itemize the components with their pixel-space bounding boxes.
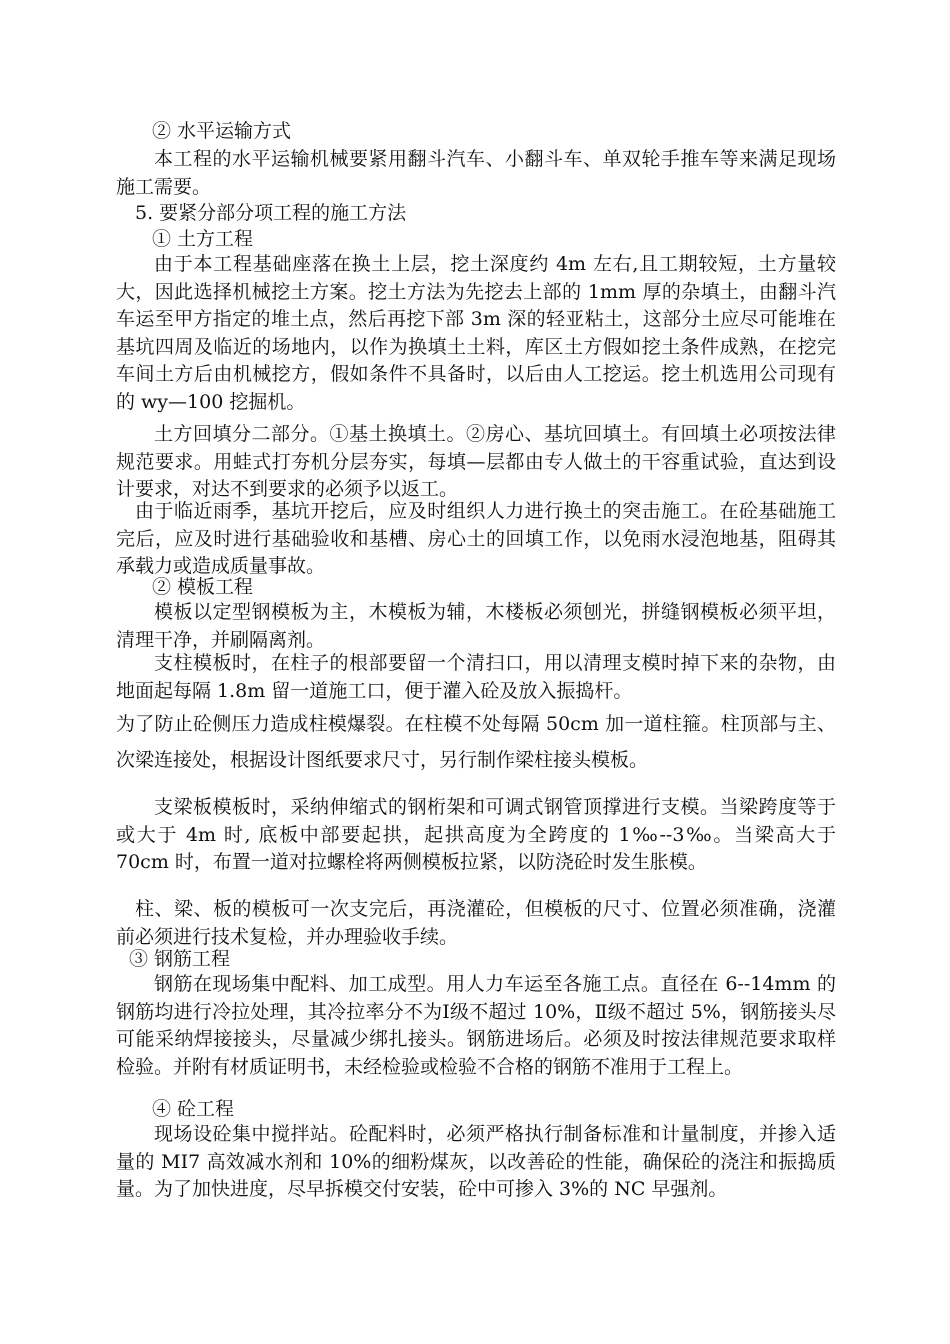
- paragraph-transport: 本工程的水平运输机械要紧用翻斗汽车、小翻斗车、单双轮手推车等来满足现场施工需要。: [116, 148, 836, 198]
- paragraph-beam-slab-formwork: 支梁板模板时，采纳伸缩式的钢桁架和可调式钢管顶撑进行支模。当梁跨度等于或大于 4m 时, 底板中部要起拱，起拱高度为全跨度的 1‰--3‰。当梁高大于 70cm 时，布置一道对拉螺栓将两侧模板拉紧，以防浇砼时发生胀模。: [116, 796, 836, 873]
- paragraph-column-hoops: 为了防止砼侧压力造成柱模爆裂。在柱模不处每隔 50cm 加一道柱箍。柱顶部与主、次梁连接处，根据设计图纸要求尺寸，另行制作梁柱接头模板。: [116, 713, 836, 771]
- paragraph-concrete: 现场设砼集中搅拌站。砼配料时，必须严格执行制备标准和计量制度，并掺入适量的 MI7 高效减水剂和 10%的细粉煤灰，以改善砼的性能，确保砼的浇注和振捣质量。为了加快进度，尽早拆模交付安装，砼中可掺入 3%的 NC 早强剂。: [116, 1123, 836, 1200]
- heading-formwork: ② 模板工程: [152, 576, 254, 598]
- heading-rebar: ③ 钢筋工程: [129, 948, 231, 970]
- paragraph-rainy-season: 由于临近雨季，基坑开挖后，应及时组织人力进行换土的突击施工。在砼基础施工完后，应及时进行基础验收和基槽、房心土的回填工作，以免雨水浸泡地基，阻碍其承载力或造成质量事故。: [116, 500, 836, 577]
- paragraph-column-formwork: 支柱模板时，在柱子的根部要留一个清扫口，用以清理支模时掉下来的杂物，由地面起每隔 1.8m 留一道施工口，便于灌入砼及放入振捣杆。: [116, 652, 836, 702]
- paragraph-formwork-inspection: 柱、梁、板的模板可一次支完后，再浇灌砼，但模板的尺寸、位置必须准确，浇灌前必须进行技术复检，并办理验收手续。: [116, 898, 836, 948]
- heading-earthwork: ① 土方工程: [152, 228, 254, 250]
- paragraph-rebar: 钢筋在现场集中配料、加工成型。用人力车运至各施工点。直径在 6--14mm 的钢筋均进行冷拉处理，其冷拉率分不为Ⅰ级不超过 10%，Ⅱ级不超过 5%，钢筋接头尽可能采纳焊接接头，尽量减少绑扎接头。钢筋进场后。必须及时按法律规范要求取样检验。并附有材质证明书，未经检验或检验不合格的钢筋不准用于工程上。: [116, 973, 836, 1078]
- heading-horizontal-transport: ② 水平运输方式: [152, 120, 292, 142]
- paragraph-formwork-materials: 模板以定型钢模板为主，木模板为辅，木楼板必须刨光，拼缝钢模板必须平坦，清理干净，并刷隔离剂。: [116, 601, 836, 651]
- heading-concrete: ④ 砼工程: [152, 1098, 235, 1120]
- paragraph-earthwork-backfill: 土方回填分二部分。①基土换填土。②房心、基坑回填土。有回填土必项按法律规范要求。用蛙式打夯机分层夯实，每填—层都由专人做土的干容重试验，直达到设计要求，对达不到要求的必须予以返工。: [116, 423, 836, 500]
- heading-section-5: 5. 要紧分部分项工程的施工方法: [135, 202, 407, 224]
- paragraph-earthwork-excavation: 由于本工程基础座落在换土上层，挖土深度约 4m 左右,且工期较短，土方量较大，因此选择机械挖土方案。挖土方法为先挖去上部的 1mm 厚的杂填土，由翻斗汽车运至甲方指定的堆土点，然后再挖下部 3m 深的轻亚粘土，这部分土应尽可能堆在基坑四周及临近的场地内，以作为换填土土料，库区土方假如挖土条件成熟，在挖完车间土方后由机械挖方，假如条件不具备时，以后由人工挖运。挖土机选用公司现有的 wy—100 挖掘机。: [116, 253, 836, 413]
